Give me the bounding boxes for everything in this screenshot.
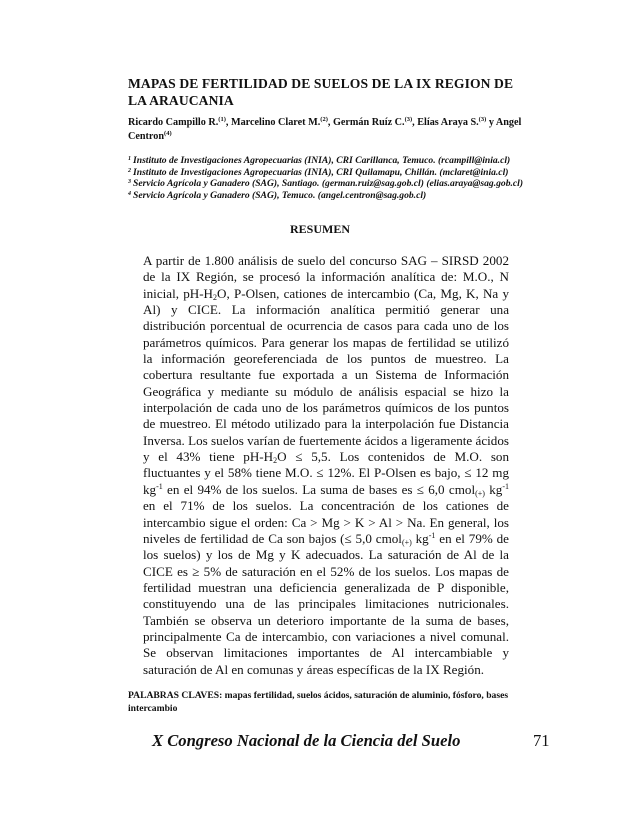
affiliation-text: Instituto de Investigaciones Agropecuarias (INIA), CRI Quilamapu, Chillán. (mclaret@inia.cl) bbox=[133, 166, 509, 178]
abstract-text: en el 71% de los suelos. La concentración de los cationes de intercambio sigue el orden: Ca > Mg > K > Al > Na. En general, los niveles de fertilidad de Ca son bajos (≤ 5,0 cmol bbox=[143, 498, 509, 546]
affiliations bbox=[128, 155, 568, 201]
author-list bbox=[128, 116, 548, 144]
author-separator: y bbox=[486, 117, 496, 128]
abstract-text: en el 79% de los suelos) y los de Mg y K adecuados. La saturación de Al de la CICE es ≥ 5% de saturación en el 52% de los suelos. Los mapas de fertilidad muestran una deficiencia generalizada de P disponible, constituyendo una de las principales limitaciones nutricionales. También se observa un deterioro importante de la suma de bases, principalmente Ca de intercambio, con variaciones a nivel comunal. Se observan limitaciones importantes de Al intercambiable y saturación de Al en comunas y áreas específicas de la IX Región. bbox=[143, 530, 509, 677]
superscript: -1 bbox=[502, 481, 509, 491]
paper-title: MAPAS DE FERTILIDAD DE SUELOS DE LA IX REGION DE LA ARAUCANIA bbox=[128, 76, 514, 108]
affiliation-mark: 4 bbox=[128, 190, 131, 197]
author-separator: , bbox=[412, 117, 418, 128]
author-affiliation-mark: (3) bbox=[404, 116, 413, 123]
author-affiliation-mark: (1) bbox=[218, 116, 226, 123]
affiliation-item bbox=[128, 178, 568, 190]
author-name: Marcelino Claret M. bbox=[230, 117, 321, 128]
abstract-text: kg bbox=[484, 481, 503, 497]
author-name: Germán Ruíz C. bbox=[332, 117, 405, 128]
subscript: 2 bbox=[273, 456, 278, 466]
affiliation-text: Servicio Agrícola y Ganadero (SAG), Temuco. (angel.centron@sag.gob.cl) bbox=[133, 189, 427, 201]
abstract-text: O ≤ 5,5. Los contenidos de M.O. son fluctuantes y el 58% tiene M.O. ≤ 12%. El P-Olsen es bajo, ≤ 12 mg kg bbox=[143, 449, 510, 497]
abstract-text: en el 94% de los suelos. La suma de bases es ≤ 6,0 cmol bbox=[162, 481, 476, 497]
superscript: -1 bbox=[156, 481, 163, 491]
footer-conference-title: X Congreso Nacional de la Ciencia del Suelo bbox=[152, 731, 461, 750]
affiliation-text: Servicio Agrícola y Ganadero (SAG), Santiago. (german.ruiz@sag.gob.cl) (elias.araya@sag.gob.cl) bbox=[133, 178, 524, 190]
abstract-text: A partir de 1.800 análisis de suelo del concurso SAG – SIRSD 2002 de la IX Región, se procesó la información analítica de: M.O., N inicial, pH-H bbox=[143, 253, 509, 301]
affiliation-item bbox=[128, 155, 568, 167]
abstract-text: kg bbox=[411, 530, 429, 546]
author-name: Angel Centron bbox=[128, 117, 522, 142]
author-name: Elías Araya S. bbox=[417, 117, 479, 128]
author-separator: , bbox=[225, 117, 231, 128]
subscript: 2 bbox=[213, 292, 218, 302]
subscript: (+) bbox=[401, 537, 412, 547]
author-name: Ricardo Campillo R. bbox=[128, 117, 219, 128]
affiliation-mark: 2 bbox=[128, 167, 131, 174]
keywords: PALABRAS CLAVES: mapas fertilidad, suelos ácidos, saturación de aluminio, fósforo, bases intercambio bbox=[128, 690, 509, 714]
subscript: (+) bbox=[475, 488, 485, 498]
affiliation-mark: 1 bbox=[128, 156, 131, 162]
author-affiliation-mark: (3) bbox=[478, 116, 487, 123]
affiliation-text: Instituto de Investigaciones Agropecuarias (INIA), CRI Carillanca, Temuco. (rcampill@inia.cl) bbox=[133, 155, 511, 166]
abstract-heading: RESUMEN bbox=[289, 222, 350, 236]
abstract-body bbox=[143, 253, 509, 678]
author-separator: , bbox=[327, 117, 333, 128]
page-number: 71 bbox=[533, 731, 550, 750]
superscript: -1 bbox=[428, 530, 436, 540]
author-affiliation-mark: (2) bbox=[320, 116, 328, 123]
affiliation-item bbox=[128, 190, 568, 202]
abstract-text: O, P-Olsen, cationes de intercambio (Ca, Mg, K, Na y Al) y CICE. La información analítica permitió generar una distribución porcentual de ocurrencia de casos para cada uno de los parámetros químicos. Para generar los mapas de fertilidad se utilizó la información georeferenciada de los puntos de muestreo. La cobertura resultante fue exportada a un Sistema de Información Geográfica y mediante su módulo de análisis espacial se hizo la interpolación de cada uno de los parámetros químicos de los puntos de muestreo. El método utilizado para la interpolación fue Distancia Inversa. Los suelos varían de fuertemente ácidos a ligeramente ácidos y el 43% tiene pH-H bbox=[143, 285, 509, 465]
affiliation-mark: 3 bbox=[128, 179, 131, 186]
author-affiliation-mark: (4) bbox=[164, 130, 172, 137]
affiliation-item bbox=[128, 167, 568, 179]
